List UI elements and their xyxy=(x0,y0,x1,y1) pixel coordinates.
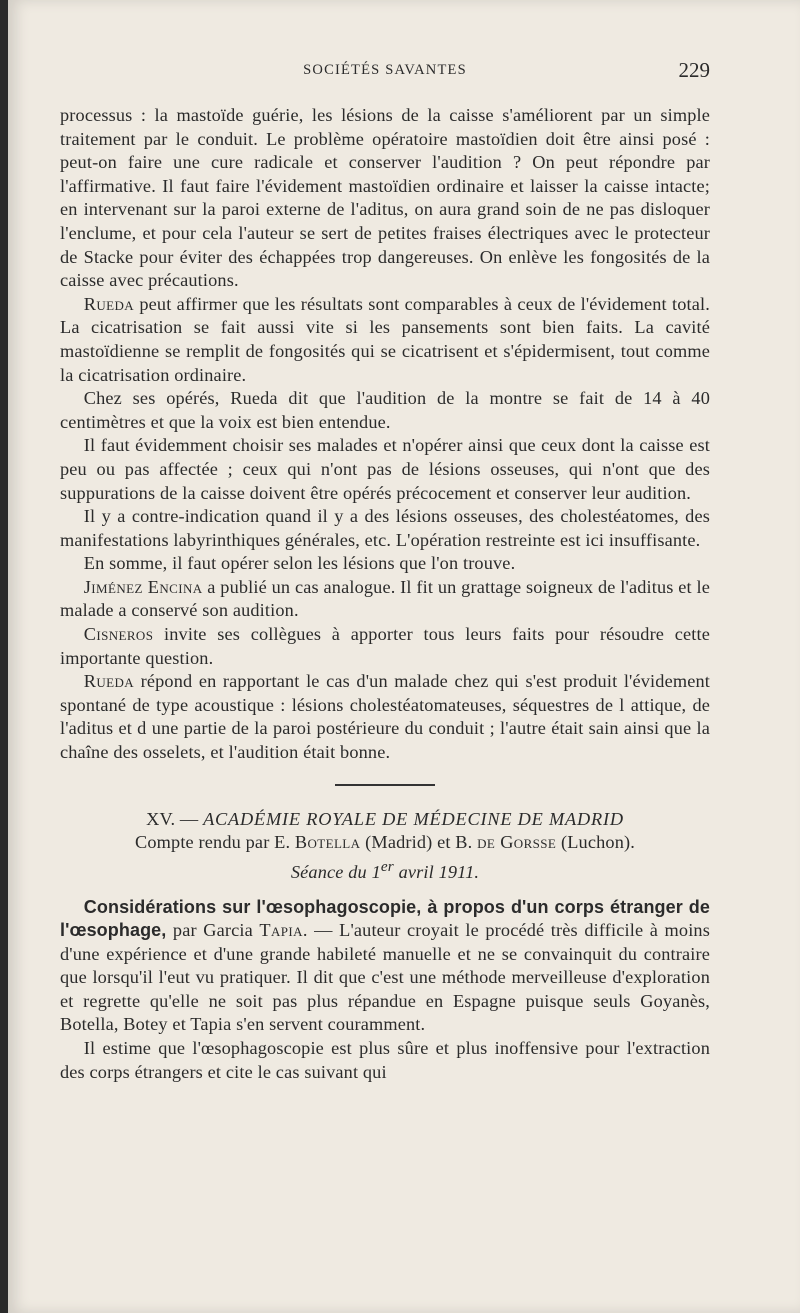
book-page xyxy=(8,0,800,1313)
person-name: Cisneros xyxy=(83,624,154,645)
author-particle: de xyxy=(477,832,496,853)
paragraph: Il estime que l'œsophagoscopie est plus sûre et plus inoffensive pour l'extraction des corps étrangers et cite le cas suivant qui xyxy=(60,1038,710,1082)
person-name: Rueda xyxy=(83,671,135,692)
person-name: Jiménez Encina xyxy=(83,576,203,597)
session-day-suffix: er xyxy=(380,857,394,875)
paragraph xyxy=(60,576,710,623)
author-name: Gorsse xyxy=(495,832,557,853)
session-day: 1 xyxy=(371,861,381,882)
session-text: avril 1911. xyxy=(393,861,480,882)
page-header xyxy=(60,60,710,88)
person-name: Rueda xyxy=(83,293,135,314)
article-byline: par Garcia xyxy=(166,920,260,941)
article-paragraph xyxy=(60,896,710,1038)
paragraph xyxy=(60,623,710,670)
credits-text: (Luchon). xyxy=(556,832,635,853)
body-text xyxy=(60,104,710,1084)
report-credits xyxy=(60,831,710,855)
academy-name: ACADÉMIE ROYALE DE MÉDECINE DE MADRID xyxy=(203,808,624,829)
article-text: . — L'auteur croyait le procédé très difficile à moins d'une expérience et d'une grande habileté manuelle et ne se convainquit du contraire que lorsqu'il l'eut vu pratiquer. Il dit que c'est une méthode merveilleuse d'exploration et regrette qu'elle ne soit pas plus répandue en Espagne puisque seuls Goyanès, Botella, Botey et Tapia s'en servent couramment. xyxy=(60,920,710,1035)
paragraph-text: répond en rapportant le cas d'un malade chez qui s'est produit l'évidement spontané de type acoustique : lésions cholestéatomateuses, séquestres de l attique, de l'aditus et d une partie de la paroi postérieure du conduit ; l'autre était sain ainsi que la chaîne des osselets, et l'audition était bonne. xyxy=(60,671,710,763)
section-divider xyxy=(335,784,435,786)
paragraph-text: a publié un cas analogue. Il fit un grattage soigneux de l'aditus et le malade a conservé son audition. xyxy=(60,576,710,621)
credits-text: (Madrid) et B. xyxy=(360,832,478,853)
paragraph: Chez ses opérés, Rueda dit que l'audition de la montre se fait de 14 à 40 centimètres et que la voix est bien entendue. xyxy=(60,388,710,432)
paragraph: En somme, il faut opérer selon les lésions que l'on trouve. xyxy=(83,553,516,574)
section-title xyxy=(60,808,710,832)
session-date xyxy=(60,855,710,885)
article-title: Considérations sur l'œsophagoscopie, à propos d'un corps étranger de l'œsophage, xyxy=(60,896,710,941)
article-author: Tapia xyxy=(259,920,303,941)
section-number: XV. — xyxy=(146,808,204,829)
page-number: 229 xyxy=(678,58,710,82)
running-title: SOCIÉTÉS SAVANTES xyxy=(303,62,467,78)
paragraph: Il y a contre-indication quand il y a des lésions osseuses, des cholestéatomes, des manifestations labyrinthiques générales, etc. L'opération restreinte est ici insuffisante. xyxy=(60,506,710,550)
paragraph xyxy=(60,670,710,764)
paragraph xyxy=(60,293,710,387)
session-text: Séance du xyxy=(290,861,372,882)
paragraph-text: peut affirmer que les résultats sont comparables à ceux de l'évidement total. La cicatrisation se fait aussi vite si les pansements sont bien faits. La cavité mastoïdienne se remplit de fongosités qui se cicatrisent et s'épidermisent, tout comme la cicatrisation ordinaire. xyxy=(60,293,710,385)
author-name: Botella xyxy=(294,832,361,853)
paragraph: Il faut évidemment choisir ses malades et n'opérer ainsi que ceux dont la caisse est peu ou pas affectée ; ceux qui n'ont pas de lésions osseuses, qui n'ont que des suppurations de la caisse doivent être opérés précocement et conserver leur audition. xyxy=(60,435,710,503)
paragraph-text: invite ses collègues à apporter tous leurs faits pour résoudre cette importante question. xyxy=(60,624,710,668)
paragraph: processus : la mastoïde guérie, les lésions de la caisse s'améliorent par un simple traitement par le conduit. Le problème opératoire mastoïdien doit être ainsi posé : peut-on faire une cure radicale et conserver l'audition ? On peut répondre par l'affirmative. Il faut faire l'évidement mastoïdien ordinaire et laisser la caisse intacte; en intervenant sur la paroi externe de l'aditus, on aura grand soin de ne pas disloquer l'enclume, et pour cela l'auteur se sert de petites fraises électriques avec le protecteur de Stacke pour éviter des échappées trop dangereuses. On enlève les fongosités de la caisse avec précautions. xyxy=(60,105,710,291)
credits-text: Compte rendu par E. xyxy=(135,832,295,853)
